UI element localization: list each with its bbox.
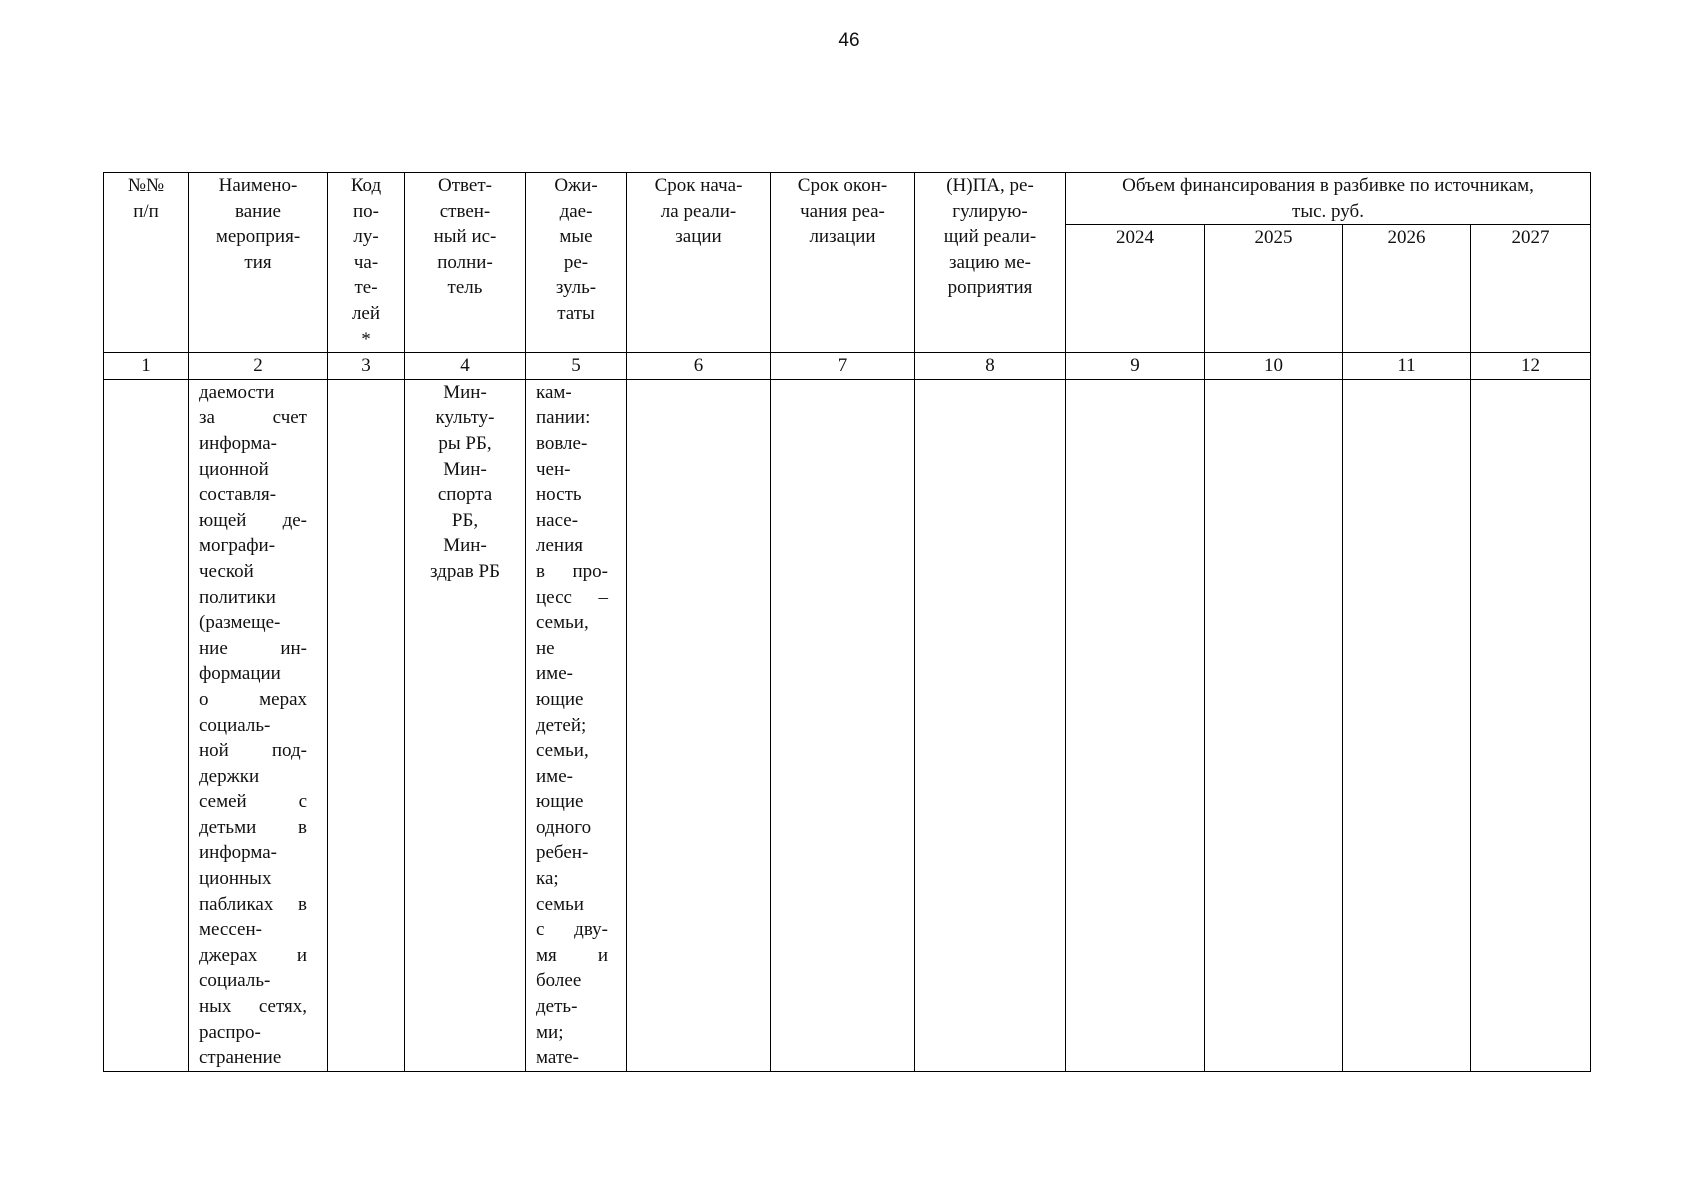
header-year-2027: 2027: [1471, 225, 1591, 353]
cell-expected-results: [526, 379, 627, 1071]
measures-table: [103, 172, 1591, 1072]
column-number: 10: [1205, 353, 1343, 380]
text-line: в про-: [536, 560, 608, 582]
text-line: пабликах в: [199, 893, 307, 915]
text-line: ционных: [199, 868, 272, 890]
cell-measure-name: [189, 379, 328, 1071]
column-number: 6: [627, 353, 771, 380]
text-line: не: [536, 637, 555, 659]
column-number: 7: [771, 353, 915, 380]
cell-2024: [1066, 379, 1205, 1071]
text-line: мате-: [536, 1047, 579, 1069]
text-line: странение: [199, 1047, 282, 1069]
text-line: цесс –: [536, 586, 608, 608]
text-line: более: [536, 970, 582, 992]
text-line: мя и: [536, 944, 608, 966]
header-year-2025: 2025: [1205, 225, 1343, 353]
text-line: име-: [536, 663, 573, 685]
text-line: детей;: [536, 714, 587, 736]
text-line: вовле-: [536, 432, 588, 454]
text-line: ющие: [536, 791, 584, 813]
column-number: 2: [189, 353, 328, 380]
text-line: социаль-: [199, 970, 271, 992]
text-line: ребен-: [536, 842, 589, 864]
column-number: 9: [1066, 353, 1205, 380]
text-line: составля-: [199, 484, 277, 506]
text-line: информа-: [199, 842, 278, 864]
header-legal-act: (Н)ПА, ре- гулирую- щий реали- зацию ме- роприятия: [915, 173, 1066, 353]
header-year-2024: 2024: [1066, 225, 1205, 353]
text-line: деть-: [536, 996, 578, 1018]
cell-end-date: [771, 379, 915, 1071]
header-recipient-code: Код по- лу- ча- те- лей *: [328, 173, 405, 353]
text-line: мографи-: [199, 535, 276, 557]
text-line: одного: [536, 816, 592, 838]
header-end-date: Срок окон- чания реа- лизации: [771, 173, 915, 353]
cell-recipient-code: [328, 379, 405, 1071]
text-line: семьи,: [536, 740, 589, 762]
text-line: семьи: [536, 893, 584, 915]
text-line: ционной: [199, 458, 269, 480]
text-line: ческой: [199, 560, 254, 582]
text-line: пании:: [536, 407, 591, 429]
text-line: (размеще-: [199, 612, 281, 634]
text-line: семей с: [199, 791, 307, 813]
text-line: о мерах: [199, 688, 307, 710]
cell-2027: [1471, 379, 1591, 1071]
page-number: 46: [838, 30, 860, 51]
header-row: [104, 173, 1591, 225]
text-line: насе-: [536, 509, 579, 531]
column-number: 5: [526, 353, 627, 380]
column-number: 8: [915, 353, 1066, 380]
header-responsible: Ответ- ствен- ный ис- полни- тель: [405, 173, 526, 353]
header-expected-results: Ожи- дае- мые ре- зуль- таты: [526, 173, 627, 353]
text-line: ющие: [536, 688, 584, 710]
text-line: информа-: [199, 432, 278, 454]
cell-2026: [1343, 379, 1471, 1071]
text-line: с дву-: [536, 919, 608, 941]
text-line: ления: [536, 535, 583, 557]
expected-results-text: [536, 380, 608, 1071]
text-line: ми;: [536, 1021, 564, 1043]
text-line: ка;: [536, 868, 559, 890]
header-financing: Объем финансирования в разбивке по источникам, тыс. руб.: [1066, 173, 1591, 225]
text-line: социаль-: [199, 714, 271, 736]
header-measure-name: Наимено- вание мероприя- тия: [189, 173, 328, 353]
header-year-2026: 2026: [1343, 225, 1471, 353]
column-number: 12: [1471, 353, 1591, 380]
cell-responsible: Мин- культу- ры РБ, Мин- спорта РБ, Мин- здрав РБ: [405, 379, 526, 1071]
text-line: за счет: [199, 407, 307, 429]
column-number: 1: [104, 353, 189, 380]
text-line: семьи,: [536, 612, 589, 634]
text-line: ной под-: [199, 740, 307, 762]
text-line: мессен-: [199, 919, 262, 941]
cell-start-date: [627, 379, 771, 1071]
text-line: формации: [199, 663, 281, 685]
text-line: ных сетях,: [199, 996, 307, 1018]
cell-legal-act: [915, 379, 1066, 1071]
text-line: политики: [199, 586, 276, 608]
header-start-date: Срок нача- ла реали- зации: [627, 173, 771, 353]
text-line: ность: [536, 484, 582, 506]
table-row: [104, 379, 1591, 1071]
text-line: держки: [199, 765, 260, 787]
text-line: детьми в: [199, 816, 307, 838]
measure-name-text: [199, 380, 307, 1071]
header-number: №№ п/п: [104, 173, 189, 353]
text-line: име-: [536, 765, 573, 787]
text-line: ние ин-: [199, 637, 307, 659]
text-line: чен-: [536, 458, 571, 480]
text-line: кам-: [536, 381, 572, 403]
column-numbers-row: [104, 353, 1591, 380]
column-number: 11: [1343, 353, 1471, 380]
column-number: 4: [405, 353, 526, 380]
cell-2025: [1205, 379, 1343, 1071]
text-line: джерах и: [199, 944, 307, 966]
cell-number: [104, 379, 189, 1071]
text-line: даемости: [199, 381, 275, 403]
text-line: распро-: [199, 1021, 261, 1043]
text-line: ющей де-: [199, 509, 307, 531]
column-number: 3: [328, 353, 405, 380]
